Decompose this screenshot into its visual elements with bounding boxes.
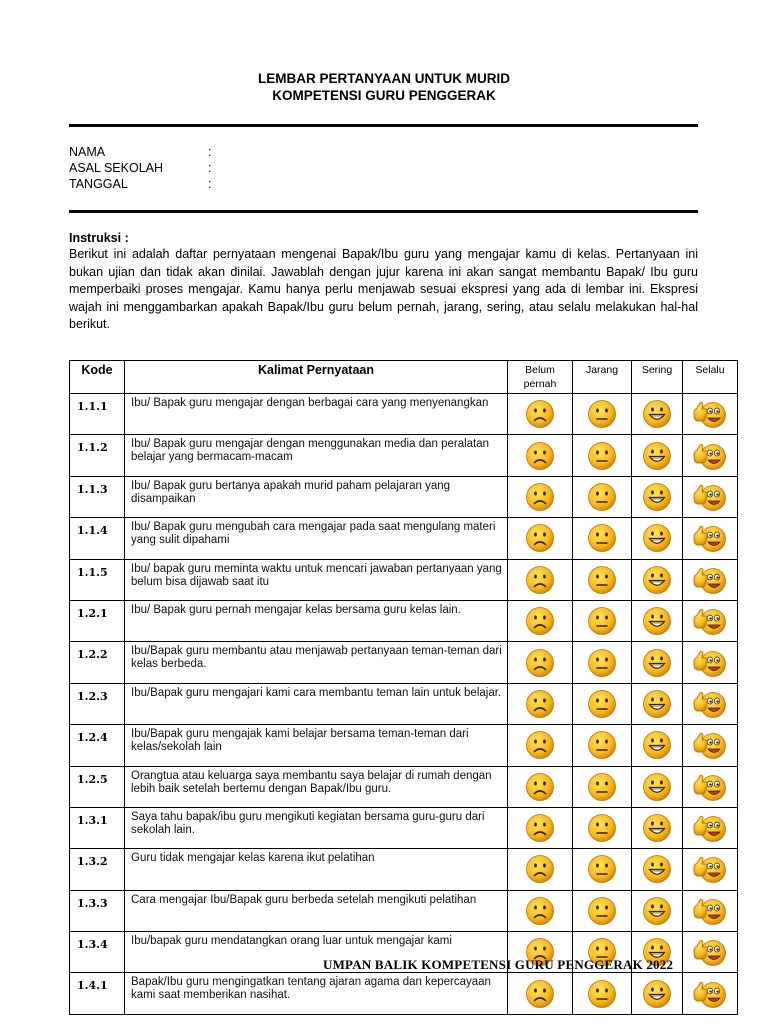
table-row xyxy=(70,642,738,683)
answer-option-belum-pernah[interactable] xyxy=(508,890,573,931)
answer-option-sering[interactable] xyxy=(632,600,683,641)
row-kode: 1.1.5 xyxy=(70,559,125,600)
neutral-face-icon xyxy=(587,985,617,1002)
answer-option-sering[interactable] xyxy=(632,807,683,848)
answer-option-belum-pernah[interactable] xyxy=(508,394,573,435)
table-row xyxy=(70,807,738,848)
neutral-face-icon xyxy=(587,488,617,505)
grinning-face-icon xyxy=(642,861,672,878)
header-jarang: Jarang xyxy=(573,361,632,394)
answer-option-sering[interactable] xyxy=(632,435,683,476)
sad-face-icon xyxy=(525,612,555,629)
answer-option-belum-pernah[interactable] xyxy=(508,600,573,641)
thumbs-up-face-icon xyxy=(691,447,729,464)
answer-option-selalu[interactable] xyxy=(683,849,738,890)
grinning-face-icon xyxy=(642,571,672,588)
header-kode: Kode xyxy=(70,361,125,394)
grinning-face-icon xyxy=(642,530,672,547)
grinning-face-icon xyxy=(642,488,672,505)
answer-option-jarang[interactable] xyxy=(573,559,632,600)
answer-option-belum-pernah[interactable] xyxy=(508,642,573,683)
header-sering: Sering xyxy=(632,361,683,394)
answer-option-belum-pernah[interactable] xyxy=(508,725,573,766)
sad-face-icon xyxy=(525,819,555,836)
sad-face-icon xyxy=(525,985,555,1002)
answer-option-sering[interactable] xyxy=(632,766,683,807)
header-belum-pernah: Belum pernah xyxy=(508,361,573,394)
sad-face-icon xyxy=(525,861,555,878)
sad-face-icon xyxy=(525,488,555,505)
row-kode: 1.2.2 xyxy=(70,642,125,683)
grinning-face-icon xyxy=(642,447,672,464)
sad-face-icon xyxy=(525,405,555,422)
thumbs-up-face-icon xyxy=(691,944,729,961)
field-label: TANGGAL xyxy=(69,177,128,191)
thumbs-up-face-icon xyxy=(691,778,729,795)
thumbs-up-face-icon xyxy=(691,405,729,422)
row-statement: Ibu/ Bapak guru bertanya apakah murid paham pelajaran yang disampaikan xyxy=(125,476,508,517)
answer-option-sering[interactable] xyxy=(632,394,683,435)
field-separator: : xyxy=(208,177,212,191)
answer-option-sering[interactable] xyxy=(632,476,683,517)
answer-option-jarang[interactable] xyxy=(573,435,632,476)
field-tanggal xyxy=(69,176,211,192)
table-row xyxy=(70,476,738,517)
answer-option-jarang[interactable] xyxy=(573,725,632,766)
row-kode: 1.2.4 xyxy=(70,725,125,766)
row-kode: 1.2.5 xyxy=(70,766,125,807)
grinning-face-icon xyxy=(642,737,672,754)
table-row xyxy=(70,600,738,641)
thumbs-up-face-icon xyxy=(691,985,729,1002)
field-label: NAMA xyxy=(69,145,106,159)
answer-option-sering[interactable] xyxy=(632,518,683,559)
neutral-face-icon xyxy=(587,902,617,919)
row-statement: Cara mengajar Ibu/Bapak guru berbeda setelah mengikuti pelatihan xyxy=(125,890,508,931)
answer-option-selalu[interactable] xyxy=(683,807,738,848)
field-nama xyxy=(69,144,211,160)
answer-option-selalu[interactable] xyxy=(683,559,738,600)
row-statement: Orangtua atau keluarga saya membantu saya belajar di rumah dengan lebih baik setelah bertemu dengan Bapak/Ibu guru. xyxy=(125,766,508,807)
row-kode: 1.1.1 xyxy=(70,394,125,435)
answer-option-jarang[interactable] xyxy=(573,973,632,1014)
thumbs-up-face-icon xyxy=(691,488,729,505)
sad-face-icon xyxy=(525,571,555,588)
row-kode: 1.4.1 xyxy=(70,973,125,1014)
row-kode: 1.2.1 xyxy=(70,600,125,641)
sad-face-icon xyxy=(525,778,555,795)
neutral-face-icon xyxy=(587,861,617,878)
grinning-face-icon xyxy=(642,819,672,836)
table-row xyxy=(70,559,738,600)
answer-option-jarang[interactable] xyxy=(573,766,632,807)
sad-face-icon xyxy=(525,654,555,671)
neutral-face-icon xyxy=(587,737,617,754)
sad-face-icon xyxy=(525,902,555,919)
neutral-face-icon xyxy=(587,695,617,712)
answer-option-jarang[interactable] xyxy=(573,394,632,435)
row-statement: Saya tahu bapak/ibu guru mengikuti kegiatan bersama guru-guru dari sekolah lain. xyxy=(125,807,508,848)
row-statement: Guru tidak mengajar kelas karena ikut pelatihan xyxy=(125,849,508,890)
title-line-1: LEMBAR PERTANYAAN UNTUK MURID xyxy=(258,71,510,86)
table-row xyxy=(70,518,738,559)
thumbs-up-face-icon xyxy=(691,695,729,712)
sad-face-icon xyxy=(525,447,555,464)
header-selalu: Selalu xyxy=(683,361,738,394)
answer-option-selalu[interactable] xyxy=(683,476,738,517)
field-asal-sekolah xyxy=(69,160,211,176)
row-statement: Ibu/ Bapak guru pernah mengajar kelas bersama guru kelas lain. xyxy=(125,600,508,641)
thumbs-up-face-icon xyxy=(691,902,729,919)
sad-face-icon xyxy=(525,737,555,754)
bottom-divider xyxy=(69,210,698,213)
grinning-face-icon xyxy=(642,778,672,795)
answer-option-selalu[interactable] xyxy=(683,435,738,476)
answer-option-sering[interactable] xyxy=(632,642,683,683)
answer-option-jarang[interactable] xyxy=(573,849,632,890)
thumbs-up-face-icon xyxy=(691,530,729,547)
row-kode: 1.2.3 xyxy=(70,683,125,724)
table-row xyxy=(70,849,738,890)
answer-option-sering[interactable] xyxy=(632,973,683,1014)
answer-option-belum-pernah[interactable] xyxy=(508,766,573,807)
thumbs-up-face-icon xyxy=(691,571,729,588)
grinning-face-icon xyxy=(642,654,672,671)
answer-option-belum-pernah[interactable] xyxy=(508,518,573,559)
thumbs-up-face-icon xyxy=(691,612,729,629)
question-table xyxy=(69,360,738,1015)
answer-option-jarang[interactable] xyxy=(573,807,632,848)
grinning-face-icon xyxy=(642,902,672,919)
answer-option-belum-pernah[interactable] xyxy=(508,476,573,517)
field-label: ASAL SEKOLAH xyxy=(69,161,164,175)
neutral-face-icon xyxy=(587,405,617,422)
table-header-row xyxy=(70,361,738,394)
row-statement: Ibu/ Bapak guru mengajar dengan berbagai cara yang menyenangkan xyxy=(125,394,508,435)
table-row xyxy=(70,683,738,724)
title-line-2: KOMPETENSI GURU PENGGERAK xyxy=(272,88,496,103)
row-kode: 1.1.2 xyxy=(70,435,125,476)
instructions-body: Berikut ini adalah daftar pernyataan mengenai Bapak/Ibu guru yang mengajar kamu di kelas. Pertanyaan ini bukan ujian dan tidak akan dinilai. Jawablah dengan jujur karena ini akan sangat membantu Bapak/ Ibu guru memperbaiki proses mengajar. Kamu hanya perlu menjawab sesuai ekspresi yang ada di lembar ini. Ekspresi wajah ini menggambarkan apakah Bapak/Ibu guru belum pernah, jarang, sering, atau selalu melakukan hal-hal berikut. xyxy=(69,247,698,332)
thumbs-up-face-icon xyxy=(691,654,729,671)
row-kode: 1.1.4 xyxy=(70,518,125,559)
answer-option-selalu[interactable] xyxy=(683,683,738,724)
answer-option-belum-pernah[interactable] xyxy=(508,435,573,476)
answer-option-belum-pernah[interactable] xyxy=(508,807,573,848)
row-statement: Ibu/ bapak guru meminta waktu untuk mencari jawaban pertanyaan yang belum bisa dijawab saat itu xyxy=(125,559,508,600)
grinning-face-icon xyxy=(642,612,672,629)
grinning-face-icon xyxy=(642,695,672,712)
instructions-heading: Instruksi : xyxy=(69,231,129,245)
thumbs-up-face-icon xyxy=(691,861,729,878)
row-statement: Bapak/Ibu guru mengingatkan tentang ajaran agama dan kepercayaan kami saat memberikan nasihat. xyxy=(125,973,508,1014)
answer-option-jarang[interactable] xyxy=(573,518,632,559)
header-statement: Kalimat Pernyataan xyxy=(125,361,508,394)
answer-option-selalu[interactable] xyxy=(683,600,738,641)
answer-option-belum-pernah[interactable] xyxy=(508,973,573,1014)
answer-option-selalu[interactable] xyxy=(683,890,738,931)
table-row xyxy=(70,725,738,766)
row-statement: Ibu/Bapak guru mengajari kami cara membantu teman lain untuk belajar. xyxy=(125,683,508,724)
row-kode: 1.3.3 xyxy=(70,890,125,931)
row-kode: 1.3.2 xyxy=(70,849,125,890)
answer-option-jarang[interactable] xyxy=(573,476,632,517)
answer-option-selalu[interactable] xyxy=(683,973,738,1014)
grinning-face-icon xyxy=(642,405,672,422)
grinning-face-icon xyxy=(642,985,672,1002)
answer-option-sering[interactable] xyxy=(632,683,683,724)
row-kode: 1.3.4 xyxy=(70,932,125,973)
answer-option-jarang[interactable] xyxy=(573,683,632,724)
answer-option-jarang[interactable] xyxy=(573,642,632,683)
answer-option-belum-pernah[interactable] xyxy=(508,849,573,890)
neutral-face-icon xyxy=(587,530,617,547)
answer-option-selalu[interactable] xyxy=(683,932,738,973)
table-row xyxy=(70,973,738,1014)
row-statement: Ibu/bapak guru mendatangkan orang luar untuk mengajar kami xyxy=(125,932,508,973)
table-row xyxy=(70,890,738,931)
neutral-face-icon xyxy=(587,819,617,836)
answer-option-sering[interactable] xyxy=(632,559,683,600)
sad-face-icon xyxy=(525,695,555,712)
answer-option-selalu[interactable] xyxy=(683,518,738,559)
neutral-face-icon xyxy=(587,778,617,795)
field-separator: : xyxy=(208,161,212,175)
answer-option-selalu[interactable] xyxy=(683,394,738,435)
footer-title: UMPAN BALIK KOMPETENSI GURU PENGGERAK 2022 xyxy=(323,957,674,972)
answer-option-sering[interactable] xyxy=(632,849,683,890)
row-statement: Ibu/Bapak guru membantu atau menjawab pertanyaan teman-teman dari kelas berbeda. xyxy=(125,642,508,683)
sad-face-icon xyxy=(525,530,555,547)
answer-option-belum-pernah[interactable] xyxy=(508,683,573,724)
neutral-face-icon xyxy=(587,654,617,671)
answer-option-selalu[interactable] xyxy=(683,725,738,766)
answer-option-jarang[interactable] xyxy=(573,890,632,931)
thumbs-up-face-icon xyxy=(691,737,729,754)
row-kode: 1.1.3 xyxy=(70,476,125,517)
field-separator: : xyxy=(208,145,212,159)
row-statement: Ibu/ Bapak guru mengubah cara mengajar pada saat mengulang materi yang sulit dipahami xyxy=(125,518,508,559)
row-statement: Ibu/ Bapak guru mengajar dengan menggunakan media dan peralatan belajar yang bermacam-macam xyxy=(125,435,508,476)
row-statement: Ibu/Bapak guru mengajak kami belajar bersama teman-teman dari kelas/sekolah lain xyxy=(125,725,508,766)
neutral-face-icon xyxy=(587,612,617,629)
answer-option-sering[interactable] xyxy=(632,890,683,931)
thumbs-up-face-icon xyxy=(691,819,729,836)
table-row xyxy=(70,766,738,807)
answer-option-belum-pernah[interactable] xyxy=(508,559,573,600)
answer-option-selalu[interactable] xyxy=(683,766,738,807)
top-divider xyxy=(69,124,698,127)
answer-option-jarang[interactable] xyxy=(573,600,632,641)
neutral-face-icon xyxy=(587,447,617,464)
table-row xyxy=(70,435,738,476)
neutral-face-icon xyxy=(587,571,617,588)
answer-option-selalu[interactable] xyxy=(683,642,738,683)
answer-option-sering[interactable] xyxy=(632,725,683,766)
row-kode: 1.3.1 xyxy=(70,807,125,848)
table-row xyxy=(70,394,738,435)
